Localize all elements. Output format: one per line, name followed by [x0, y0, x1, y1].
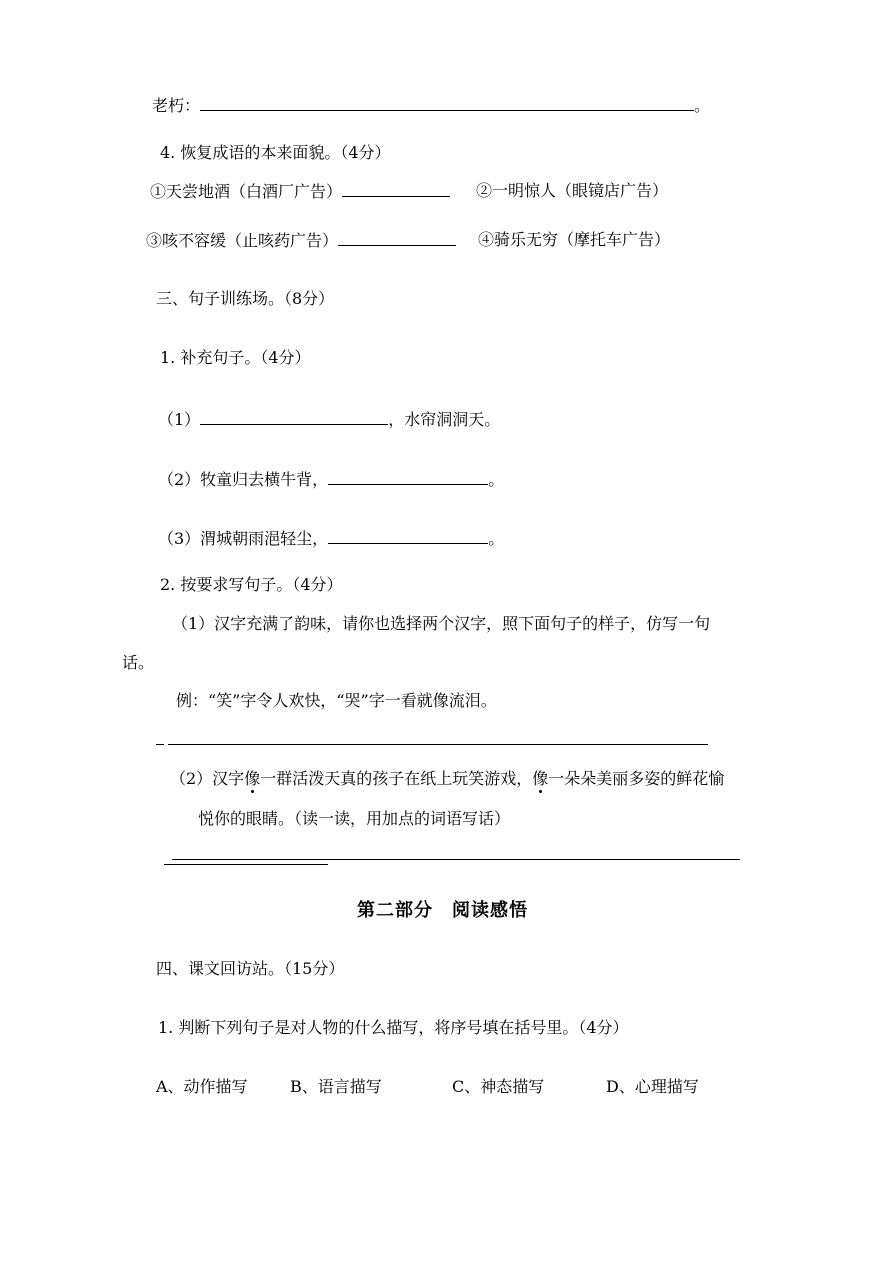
q4-item-3-blank[interactable] — [338, 229, 456, 246]
q4-item-3: ③咳不容缓（止咳药广告） — [146, 229, 456, 252]
s3-q2-p2-short-line — [164, 864, 328, 865]
s3-q1-s1-blank[interactable] — [200, 408, 388, 425]
s4-q1-title: 1. 判断下列句子是对人物的什么描写，将序号填在括号里。（4分） — [158, 1018, 629, 1037]
dotted-char-2: 像 — [532, 769, 549, 788]
part2-title: 第二部分 阅读感悟 — [357, 900, 528, 921]
s3-q2-p1-dash — [156, 744, 164, 745]
s3-q2-p2-line2: 悦你的眼睛。（读一读，用加点的词语写话） — [198, 809, 511, 828]
q3-tail-line — [152, 94, 710, 117]
section3-heading: 三、句子训练场。（8分） — [156, 289, 335, 308]
dotted-char-1: 像 — [244, 769, 261, 788]
s3-q2-p2-answer-line[interactable] — [172, 859, 740, 860]
q4-item-2: ②一明惊人（眼镜店广告） — [476, 181, 669, 200]
option-d: D、心理描写 — [606, 1077, 699, 1096]
option-c: C、神态描写 — [452, 1077, 545, 1096]
section4-heading: 四、课文回访站。（15分） — [156, 959, 345, 978]
s3-q2-title: 2. 按要求写句子。（4分） — [160, 575, 343, 594]
s3-q1-sentence-3: （3）渭城朝雨浥轻尘， 。 — [158, 529, 505, 548]
s3-q2-p1-line2: 话。 — [122, 653, 155, 672]
s3-q1-s2-blank[interactable] — [328, 468, 488, 485]
q4-title: 4. 恢复成语的本来面貌。（4分） — [160, 143, 391, 162]
s3-q2-p1-answer-line[interactable] — [168, 744, 708, 745]
s3-q1-s3-blank[interactable] — [328, 527, 488, 544]
option-a: A、动作描写 — [156, 1077, 248, 1096]
s3-q2-p2-line1: （2）汉字像一群活泼天真的孩子在纸上玩笑游戏，像一朵朵美丽多姿的鲜花愉 — [170, 769, 725, 788]
s3-q1-sentence-1: （1） ，水帘洞洞天。 — [158, 410, 501, 429]
q4-item-1: ①天尝地酒（白酒厂广告） — [150, 180, 450, 203]
option-b: B、语言描写 — [290, 1077, 382, 1096]
s3-q2-example: 例：“笑”字令人欢快，“哭”字一看就像流泪。 — [176, 691, 497, 710]
s3-q1-sentence-2: （2）牧童归去横牛背， 。 — [158, 470, 505, 489]
q4-item-1-blank[interactable] — [342, 180, 450, 197]
q3-tail-end: 。 — [694, 96, 711, 115]
q4-item-4: ④骑乐无穷（摩托车广告） — [478, 230, 671, 249]
q3-tail-label: 老朽： — [152, 96, 201, 115]
q3-tail-answer-blank[interactable] — [200, 94, 694, 111]
s3-q2-p1-line1: （1）汉字充满了韵味，请你也选择两个汉字，照下面句子的样子，仿写一句 — [172, 614, 711, 633]
s3-q1-title: 1. 补充句子。（4分） — [160, 348, 311, 367]
